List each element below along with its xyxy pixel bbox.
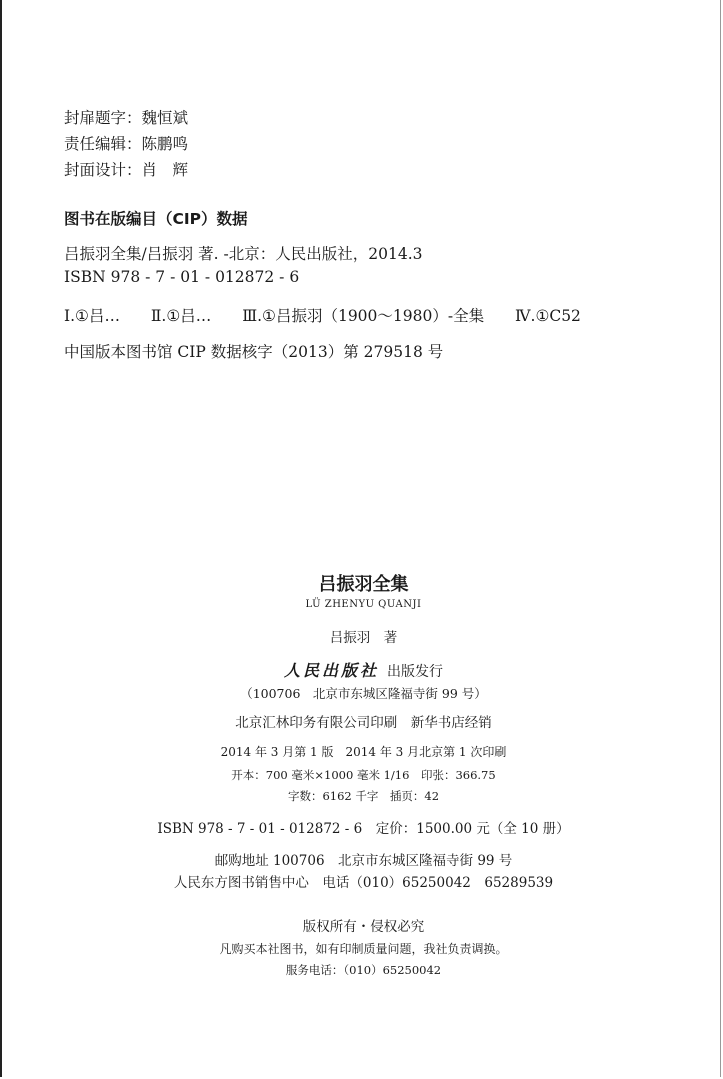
publisher-line — [2, 658, 723, 681]
title-calligraphy-credit: 封扉题字：魏恒斌 — [64, 109, 189, 127]
classification-item: Ⅱ.①吕… — [150, 307, 212, 325]
cip-heading: 图书在版编目（CIP）数据 — [64, 210, 248, 228]
book-title: 吕振羽全集 — [318, 574, 409, 595]
mail-order-line: 邮购地址 100706 北京市东城区隆福寺街 99 号 — [214, 853, 513, 869]
publisher-suffix: 出版发行 — [387, 664, 443, 680]
isbn-price-line: ISBN 978 - 7 - 01 - 012872 - 6 定价：1500.00 元（全 10 册） — [157, 821, 570, 837]
classification-item: Ⅳ.①C52 — [515, 307, 581, 325]
wordcount-line: 字数：6162 千字 插页：42 — [287, 789, 440, 803]
bookstore-line: 人民东方图书销售中心 电话（010）65250042 65289539 — [173, 875, 554, 891]
edition-line: 2014 年 3 月第 1 版 2014 年 3 月北京第 1 次印刷 — [220, 745, 507, 759]
publisher-logo: 人民出版社 — [283, 661, 379, 680]
cip-entry: 吕振羽全集/吕振羽 著. -北京：人民出版社，2014.3 — [64, 245, 423, 263]
cip-classification — [64, 304, 607, 326]
quality-notice: 凡购买本社图书，如有印制质量问题，我社负责调换。 — [219, 942, 508, 956]
credits-block — [64, 105, 188, 183]
publisher-address: （100706 北京市东城区隆福寺街 99 号） — [240, 686, 487, 701]
cover-design-credit: 封面设计：肖 辉 — [64, 161, 189, 179]
rights-line: 版权所有・侵权必究 — [302, 919, 425, 935]
cip-isbn: ISBN 978 - 7 - 01 - 012872 - 6 — [64, 268, 300, 286]
printing-line: 北京汇林印务有限公司印刷 新华书店经销 — [235, 715, 492, 731]
book-author: 吕振羽 著 — [329, 630, 398, 646]
editor-credit: 责任编辑：陈鹏鸣 — [64, 135, 189, 153]
cip-verification: 中国版本图书馆 CIP 数据核字（2013）第 279518 号 — [64, 343, 444, 361]
book-title-pinyin: LÜ ZHENYU QUANJI — [305, 599, 422, 610]
format-line: 开本：700 毫米×1000 毫米 1/16 印张：366.75 — [231, 768, 496, 782]
service-phone: 服务电话：（010）65250042 — [285, 963, 442, 977]
classification-item: Ⅲ.①吕振羽（1900～1980）-全集 — [242, 307, 485, 325]
classification-item: Ⅰ.①吕… — [64, 307, 120, 325]
